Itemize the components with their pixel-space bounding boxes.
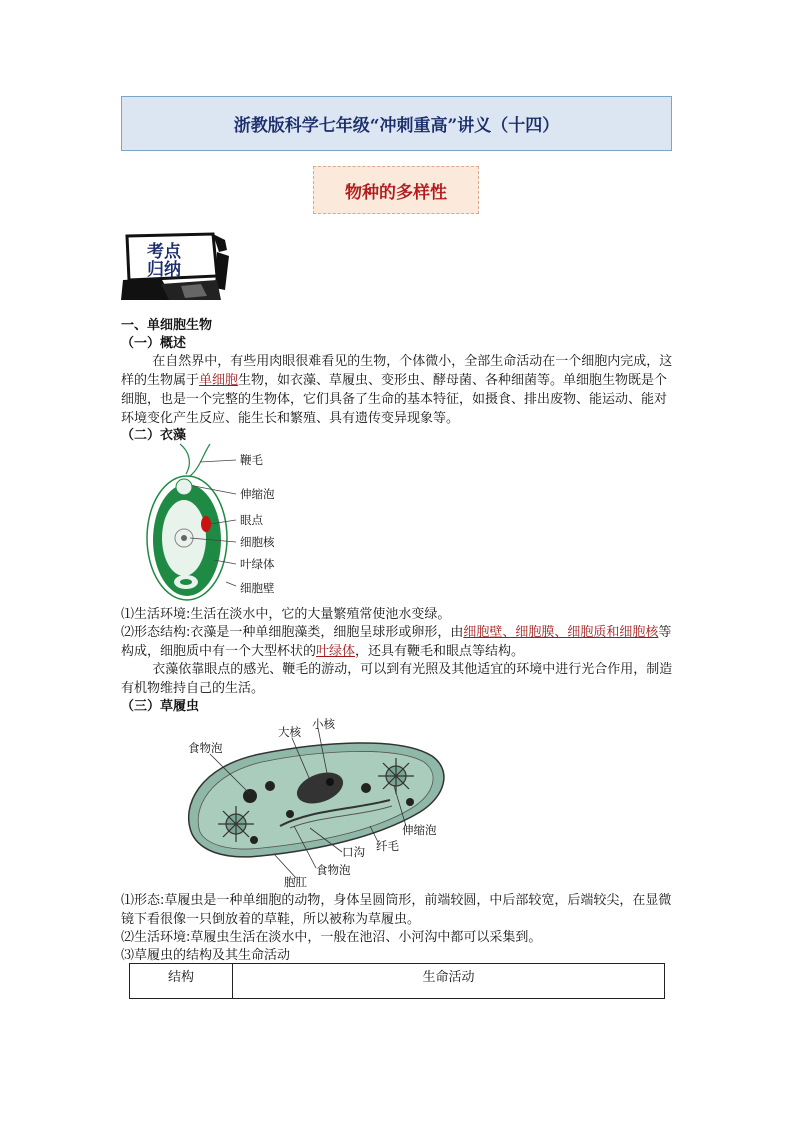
table-header-structure: 结构 [130,964,233,999]
subheading-paramecium: （三）草履虫 [121,699,200,714]
page-subtitle: 物种的多样性 [345,182,447,203]
page-title: 浙教版科学七年级“冲刺重高”讲义（十四） [233,116,560,136]
logo-text-2: 归纳 [147,260,181,280]
subtitle-box [313,166,479,214]
algae-function: 衣藻依靠眼点的感光、鞭毛的游动，可以到有光照及其他适宜的环境中进行光合作用，制造有机物维持自己的生活。 [121,662,673,696]
algae-structure: ⑵形态结构:衣藻是一种单细胞藻类，细胞呈球形或卵形，由细胞壁、细胞膜、细胞质和细胞核等构成，细胞质中有一个大型杯状的叶绿体，还具有鞭毛和眼点等结构。 [121,625,672,659]
key-points-logo [121,230,231,302]
chlamydomonas-diagram [140,442,300,602]
paramecium-table-caption: ⑶草履虫的结构及其生命活动 [121,948,291,963]
overview-paragraph: 在自然界中，有些用肉眼很难看见的生物，个体微小，全部生命活动在一个细胞内完成，这样的生物属于单细胞生物，如衣藻、草履虫、变形虫、酵母菌、各种细菌等。单细胞生物既是个细胞，也是一个完整的生物体，它们具备了生命的基本特征，如摄食、排出废物、能运动、能对环境变化产生反应、能生长和繁殖、具有遗传变异现象等。 [121,354,673,426]
structure-table [129,963,665,999]
paramecium-habitat: ⑵生活环境:草履虫生活在淡水中，一般在池沼、小河沟中都可以采集到。 [121,930,542,945]
label-flagellum: 鞭毛 [240,453,263,467]
term-cell-parts: 细胞壁、细胞膜、细胞质和细胞核 [463,625,659,640]
label-food-vacuole-2: 食物泡 [316,863,351,877]
algae-habitat: ⑴生活环境:生活在淡水中，它的大量繁殖常使池水变绿。 [121,607,451,622]
label-nucleus: 细胞核 [240,535,275,549]
subheading-overview: （一）概述 [121,336,187,351]
label-contractile-vacuole-p: 伸缩泡 [402,823,437,837]
label-contractile-vacuole: 伸缩泡 [240,487,275,501]
label-micronucleus: 小核 [312,717,335,731]
title-box [121,96,672,151]
term-chloroplast: 叶绿体 [316,644,356,659]
paramecium-shape: ⑴形态:草履虫是一种单细胞的动物，身体呈圆筒形，前端较圆，中后部较宽，后端较尖，在显微镜下看很像一只倒放着的草鞋，所以被称为草履虫。 [121,893,672,927]
label-chloroplast: 叶绿体 [240,557,275,571]
label-food-vacuole-1: 食物泡 [188,741,223,755]
label-cilia: 纤毛 [376,839,399,853]
table-header-activity: 生命活动 [233,964,665,999]
logo-text-1: 考点 [147,242,181,262]
label-anal-pore: 胞肛 [284,875,307,889]
label-eyespot: 眼点 [240,513,263,527]
label-cell-wall: 细胞壁 [240,581,275,595]
label-macronucleus: 大核 [278,725,301,739]
paramecium-diagram [170,716,460,891]
section-heading: 一、单细胞生物 [121,318,213,333]
table-header-row [130,964,665,999]
subheading-chlamydomonas: （二）衣藻 [121,428,187,443]
term-unicellular: 单细胞 [199,373,239,388]
label-oral-groove: 口沟 [342,845,365,859]
